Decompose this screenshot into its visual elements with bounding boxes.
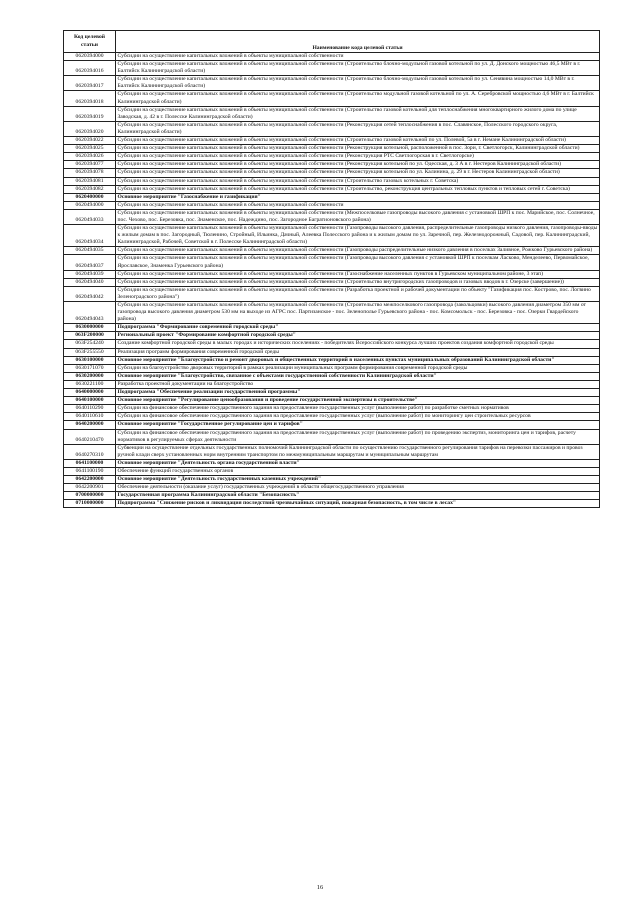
row-code: 0640100000 [64, 397, 116, 405]
row-name: Обеспечение деятельности (оказание услуг) государственных учреждений в области общегосударственного управления [116, 484, 600, 492]
table-row [64, 201, 600, 209]
row-name: Подпрограмма "Формирование современной городской среды" [116, 324, 600, 332]
row-name: Основное мероприятие "Государственное регулирование цен и тарифов" [116, 421, 600, 429]
table-row [64, 177, 600, 185]
table-header-row [64, 31, 600, 53]
row-code: 0620494043 [64, 302, 116, 324]
row-code: 0620394077 [64, 161, 116, 169]
row-name: Субсидии на финансовое обеспечение государственного задания на предоставление государственных услуг (выполнение работ) по проведению экспертиз, мониторинга цен и тарифов, расчету нормативов в регулируемых сферах деятельности [116, 429, 600, 444]
row-code: 0640110290 [64, 405, 116, 413]
row-code: 0640000000 [64, 389, 116, 397]
table-row [64, 209, 600, 224]
row-code: 0620400000 [64, 193, 116, 201]
row-code: 0640110610 [64, 413, 116, 421]
row-name: Субсидии на осуществление капитальных вложений в объекты муниципальной собственности (Газопроводы высокого давления, распределительные газопроводы низкого давления, газопроводы-вводы к жилым домам в пос. Загородный, Тюленино, Стройный, Ильинка, Дачный, Алеевка Полесского района и к жилым домам по ул. Заречной, пер. Железнодорожный, Садовой, пер. Калининградский, Калининградской, Рабочей, Советской в г. Полесске Калининградской области) [116, 225, 600, 247]
row-name: Государственная программа Калининградской области "Безопасность" [116, 492, 600, 500]
row-code: 0630000000 [64, 324, 116, 332]
table-row [64, 405, 600, 413]
row-name: Подпрограмма "Снижение рисков и ликвидация последствий чрезвычайных ситуаций, пожарная безопасность, в том числе в лесах" [116, 500, 600, 508]
table-row [64, 380, 600, 388]
table-row [64, 53, 600, 61]
row-name: Субвенции на осуществление отдельных государственных полномочий Калининградской области по осуществлению государственного регулирования тарифов на перевозки пассажиров и провоз ручной клади сверх установленных норм внутренним транспортом по межмуниципальным маршрутам и муниципальным маршрутам [116, 444, 600, 459]
table-row [64, 61, 600, 76]
table-row [64, 161, 600, 169]
table-row [64, 247, 600, 255]
row-name: Субсидии на осуществление капитальных вложений в объекты муниципальной собственности [116, 201, 600, 209]
row-name: Субсидии на осуществление капитальных вложений в объекты муниципальной собственности (Строительство блочно-модульной газовой котельной по ул. Д. Донского мощностью 46,5 МВт в г. Балтийск Калининградской области) [116, 61, 600, 76]
row-name: Разработка проектной документации на благоустройство [116, 380, 600, 388]
table-row [64, 459, 600, 467]
table-row [64, 145, 600, 153]
row-code: 0630100000 [64, 356, 116, 364]
row-code: 0630171070 [64, 364, 116, 372]
table-row [64, 106, 600, 121]
table-row [64, 255, 600, 270]
row-code: 0640270310 [64, 444, 116, 459]
row-name: Региональный проект "Формирование комфортной городской среды" [116, 332, 600, 340]
table-row [64, 286, 600, 301]
table-row [64, 421, 600, 429]
row-code: 0620494035 [64, 247, 116, 255]
row-name: Субсидии на осуществление капитальных вложений в объекты муниципальной собственности (Газоснабжение населенных пунктов в Гурьевском муниципальном районе, 3 этап) [116, 270, 600, 278]
row-name: Основное мероприятие "Деятельность органа государственной власти" [116, 459, 600, 467]
header-code: Код целевой статьи [64, 31, 116, 53]
row-code: 0641100000 [64, 459, 116, 467]
row-name: Субсидии на осуществление капитальных вложений в объекты муниципальной собственности (Реконструкция котельной, расположенной в пос. Зори, г. Светлогорск, Калининградской области) [116, 145, 600, 153]
row-name: Субсидии на благоустройство дворовых территорий в рамках реализации муниципальных программ формирования современной городской среды [116, 364, 600, 372]
row-code: 0640210470 [64, 429, 116, 444]
row-name: Основное мероприятие "Деятельность государственных казенных учреждений" [116, 476, 600, 484]
row-name: Субсидии на осуществление капитальных вложений в объекты муниципальной собственности (Строительство межпоселкового газопровода (закольцовки) высокого давления диаметром 350 мм от газопровода высокого давления диаметром 530 мм на выходе из АГРС пос. Партизанское - пос. Зеленополье Гурьевского района - пос. Комсомольск - пос. Березовка - пос. Озерки Гвардейского района) [116, 302, 600, 324]
row-name: Субсидии на осуществление капитальных вложений в объекты муниципальной собственности (Межпоселковые газопроводы высокого давления с установкой ШРП к пос. Марийское, пос. Солнечное, пос. Чехово, пос. Березовка, пос. Знаменское, пос. Надеждино, пос. Загородное Багратионовского района) [116, 209, 600, 224]
row-name: Основное мероприятие "Газоснабжение и газификация" [116, 193, 600, 201]
row-name: Субсидии на осуществление капитальных вложений в объекты муниципальной собственности [116, 53, 600, 61]
row-code: 0620394082 [64, 185, 116, 193]
row-name: Субсидии на осуществление капитальных вложений в объекты муниципальной собственности (Разработка проектной и рабочей документации по объекту "Газификация пос. Кострово, пос. Логвино Зеленоградского района") [116, 286, 600, 301]
row-code: 0620494000 [64, 201, 116, 209]
row-code: 0620494040 [64, 278, 116, 286]
row-name: Субсидии на осуществление капитальных вложений в объекты муниципальной собственности (Газопроводы высокого давления с установкой ШРП к поселкам Ласково, Менделеево, Первомайское, Ярославское, Знаменка Гурьевского района) [116, 255, 600, 270]
row-code: 0620394016 [64, 61, 116, 76]
row-code: 0620394026 [64, 153, 116, 161]
row-code: 0641100190 [64, 467, 116, 475]
row-code: 0640200000 [64, 421, 116, 429]
row-code: 0620494042 [64, 286, 116, 301]
table-row [64, 444, 600, 459]
row-name: Субсидии на осуществление капитальных вложений в объекты муниципальной собственности (Строительство газовой котельной для теплоснабжения многоквартирного жилого дома по улице Заводская, д. 42 в г. Полесске Калининградской области) [116, 106, 600, 121]
row-code: 0642200000 [64, 476, 116, 484]
row-name: Основное мероприятие "Благоустройство, связанное с объектами государственной собственности Калининградской области" [116, 372, 600, 380]
table-row [64, 364, 600, 372]
row-name: Субсидии на финансовое обеспечение государственного задания на предоставление государственных услуг (выполнение работ) по разработке сметных нормативов [116, 405, 600, 413]
row-code: 063F200000 [64, 332, 116, 340]
table-row [64, 492, 600, 500]
row-code: 0630200000 [64, 372, 116, 380]
table-row [64, 413, 600, 421]
row-code: 0710000000 [64, 500, 116, 508]
row-code: 0620494039 [64, 270, 116, 278]
row-name: Подпрограмма "Обеспечение реализации государственной программы" [116, 389, 600, 397]
row-name: Субсидии на осуществление капитальных вложений в объекты муниципальной собственности (Строительство блочно-модульной газовой котельной по ул. Сенявина мощностью 14,0 МВт в г. Балтийск Калининградской области) [116, 76, 600, 91]
table-row [64, 153, 600, 161]
document-page [63, 30, 599, 508]
row-code: 063F255550 [64, 348, 116, 356]
table-row [64, 348, 600, 356]
row-name: Субсидии на осуществление капитальных вложений в объекты муниципальной собственности (Строительство, реконструкция центральных тепловых пунктов и тепловых сетей г. Советска) [116, 185, 600, 193]
table-row [64, 185, 600, 193]
row-code: 0620494034 [64, 225, 116, 247]
table-row [64, 137, 600, 145]
table-row [64, 76, 600, 91]
row-code: 0620394025 [64, 145, 116, 153]
row-code: 0620394019 [64, 106, 116, 121]
row-name: Субсидии на осуществление капитальных вложений в объекты муниципальной собственности (Строительство модульной газовой котельной по ул. А. Серебровской мощностью 4,6 МВт в г. Балтийск Калининградской области) [116, 91, 600, 106]
row-name: Субсидии на финансовое обеспечение государственного задания на предоставление государственных услуг (выполнение работ) по мониторингу цен строительных ресурсов [116, 413, 600, 421]
table-row [64, 332, 600, 340]
table-row [64, 429, 600, 444]
row-code: 0630221100 [64, 380, 116, 388]
table-row [64, 500, 600, 508]
table-row [64, 91, 600, 106]
row-code: 0642200901 [64, 484, 116, 492]
row-code: 0620394022 [64, 137, 116, 145]
row-code: 0620394020 [64, 121, 116, 136]
table-row [64, 397, 600, 405]
row-name: Основное мероприятие "Благоустройство и ремонт дворовых и общественных территорий в населенных пунктах муниципальных образований Калининградской области" [116, 356, 600, 364]
table-row [64, 193, 600, 201]
table-row [64, 476, 600, 484]
table-row [64, 121, 600, 136]
row-code: 0620394017 [64, 76, 116, 91]
row-name: Субсидии на осуществление капитальных вложений в объекты муниципальной собственности (Реконструкция котельной по ул. Калинина, д. 29 в г. Нестеров Калининградской области) [116, 169, 600, 177]
row-code: 0700000000 [64, 492, 116, 500]
row-name: Субсидии на осуществление капитальных вложений в объекты муниципальной собственности (Реконструкция РТС Светлогорская в г. Светлогорске) [116, 153, 600, 161]
row-code: 0620394000 [64, 53, 116, 61]
row-name: Реализация программ формирования современной городской среды [116, 348, 600, 356]
table-row [64, 356, 600, 364]
row-code: 0620394018 [64, 91, 116, 106]
header-name: Наименование кода целевой статьи [116, 31, 600, 53]
row-name: Субсидии на осуществление капитальных вложений в объекты муниципальной собственности (Реконструкция котельной по ул. Одесская, д. 3 А в г. Нестеров Калининградской области) [116, 161, 600, 169]
row-name: Субсидии на осуществление капитальных вложений в объекты муниципальной собственности (Строительство внутригородских газопроводов и газовых вводов в г. Озерске (завершение)) [116, 278, 600, 286]
target-articles-table [63, 30, 600, 508]
table-row [64, 340, 600, 348]
row-code: 0620494033 [64, 209, 116, 224]
table-row [64, 225, 600, 247]
table-row [64, 324, 600, 332]
row-name: Создание комфортной городской среды в малых городах и исторических поселениях - победителях Всероссийского конкурса лучших проектов создания комфортной городской среды [116, 340, 600, 348]
table-row [64, 278, 600, 286]
table-body [64, 53, 600, 508]
row-code: 0620394081 [64, 177, 116, 185]
row-name: Субсидии на осуществление капитальных вложений в объекты муниципальной собственности (Строительство газовых котельных г. Советска) [116, 177, 600, 185]
row-name: Обеспечение функций государственных органов [116, 467, 600, 475]
table-row [64, 302, 600, 324]
page-number: 16 [316, 884, 324, 891]
table-row [64, 169, 600, 177]
table-row [64, 270, 600, 278]
row-code: 0620394078 [64, 169, 116, 177]
table-row [64, 372, 600, 380]
row-code: 0620494037 [64, 255, 116, 270]
row-code: 063F254240 [64, 340, 116, 348]
row-name: Субсидии на осуществление капитальных вложений в объекты муниципальной собственности (Газопроводы распределительные низкого давления в поселках Заливное, Рожково Гурьевского района) [116, 247, 600, 255]
row-name: Субсидии на осуществление капитальных вложений в объекты муниципальной собственности (Реконструкция сетей теплоснабжения в пос. Славянское, Полесского городского округа, Калининградской области) [116, 121, 600, 136]
row-name: Основное мероприятие "Регулирование ценообразования и проведение государственной экспертизы в строительстве" [116, 397, 600, 405]
table-row [64, 484, 600, 492]
table-row [64, 389, 600, 397]
row-name: Субсидии на осуществление капитальных вложений в объекты муниципальной собственности (Строительство газовой котельной по ул. Полевой, 5а в г. Немане Калининградской области) [116, 137, 600, 145]
table-row [64, 467, 600, 475]
